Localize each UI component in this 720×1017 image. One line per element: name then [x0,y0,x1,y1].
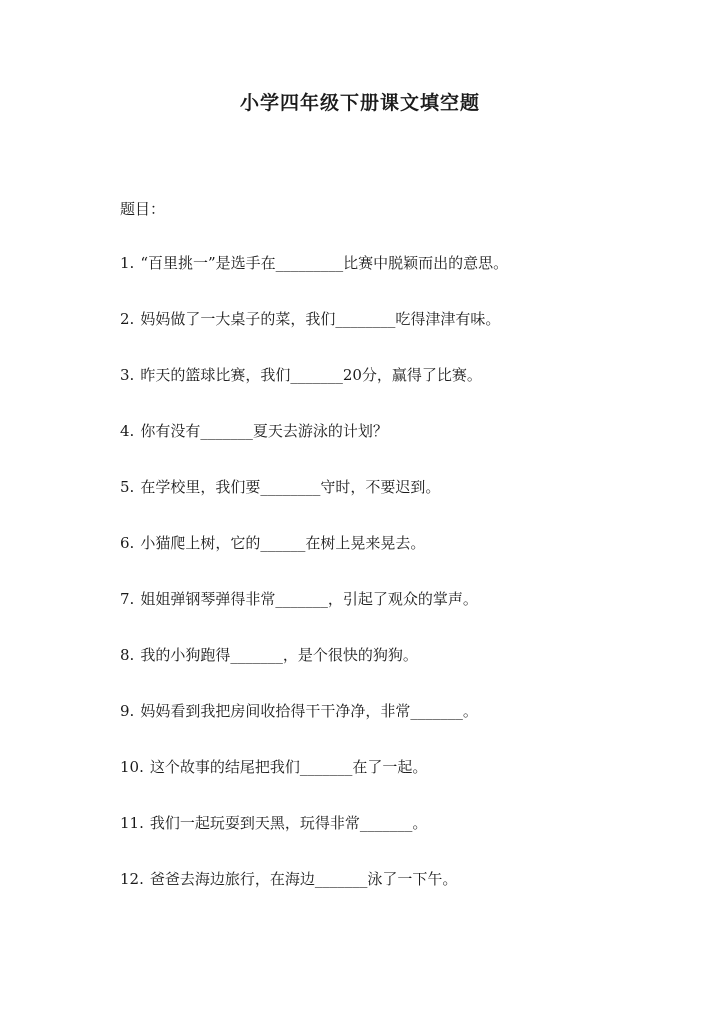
question-text: 在学校里，我们要________守时，不要迟到。 [140,478,441,496]
question-item-6 [120,533,640,589]
page-title: 小学四年级下册课文填空题 [239,92,480,114]
question-text: 妈妈看到我把房间收拾得干干净净，非常_______。 [140,702,478,720]
question-number: 5. [120,478,135,496]
question-item-9 [120,701,640,757]
question-number: 12. [120,870,144,888]
question-item-5 [120,477,640,533]
question-number: 10. [120,758,144,776]
question-item-8 [120,645,640,701]
question-text: “百里挑一”是选手在_________比赛中脱颖而出的意思。 [140,254,509,272]
question-text: 我们一起玩耍到天黑，玩得非常_______。 [149,814,428,832]
section-label: 题目： [120,200,166,218]
question-item-4 [120,421,640,477]
question-number: 3. [120,366,135,384]
question-item-10 [120,757,640,813]
question-item-2 [120,309,640,365]
question-number: 6. [120,534,135,552]
question-item-11 [120,813,640,869]
question-number: 1. [120,254,135,272]
question-item-3 [120,365,640,421]
question-number: 11. [120,814,144,832]
question-number: 2. [120,310,135,328]
question-text: 我的小狗跑得_______，是个很快的狗狗。 [140,646,418,664]
question-text: 这个故事的结尾把我们_______在了一起。 [149,758,428,776]
question-item-1 [120,253,640,309]
question-number: 9. [120,702,135,720]
question-number: 8. [120,646,135,664]
question-text: 姐姐弹钢琴弹得非常_______，引起了观众的掌声。 [140,590,478,608]
question-number: 4. [120,422,135,440]
question-text: 爸爸去海边旅行，在海边_______泳了一下午。 [149,870,458,888]
question-item-12 [120,869,640,925]
question-text: 小猫爬上树，它的______在树上晃来晃去。 [140,534,426,552]
question-number: 7. [120,590,135,608]
question-text: 妈妈做了一大桌子的菜，我们________吃得津津有味。 [140,310,501,328]
question-text: 昨天的篮球比赛，我们_______20分，赢得了比赛。 [140,366,482,384]
question-list [120,253,640,925]
question-item-7 [120,589,640,645]
question-text: 你有没有_______夏天去游泳的计划？ [140,422,388,440]
